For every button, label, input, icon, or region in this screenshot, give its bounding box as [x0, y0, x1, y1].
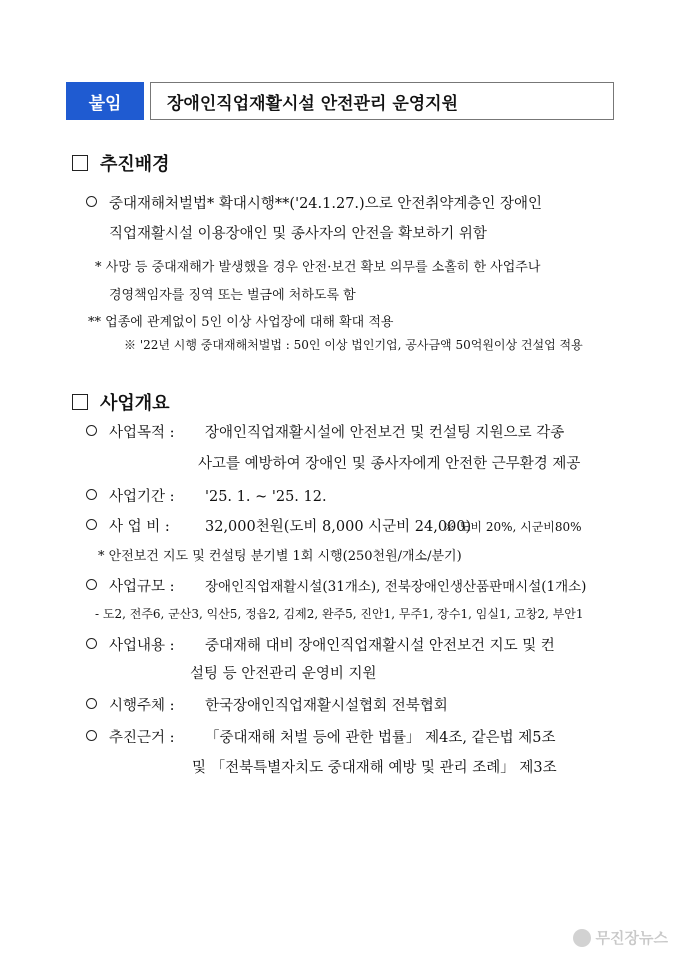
logo-icon [573, 929, 591, 947]
item-label: 사업규모 : [109, 579, 175, 595]
item-label: 사업내용 : [109, 638, 175, 654]
item-label: 추진근거 : [109, 730, 175, 746]
bullet-text: 중대재해처벌법* 확대시행**('24.1.27.)으로 안전취약계층인 장애인 [109, 196, 542, 212]
watermark [573, 927, 668, 948]
background-bullet-cont: 직업재활시설 이용장애인 및 종사자의 안전을 확보하기 위함 [109, 226, 487, 242]
item-label: 시행주체 : [109, 698, 175, 714]
circle-bullet-icon [86, 489, 97, 500]
item-label: 사 업 비 : [109, 519, 170, 535]
footnote-3: ※ '22년 시행 중대재해처벌법 : 50인 이상 법인기업, 공사금액 50억원이상 건설업 적용 [124, 338, 583, 352]
footnote-2: ** 업종에 관계없이 5인 이상 사업장에 대해 확대 적용 [88, 315, 394, 330]
budget-subnote: * 안전보건 지도 및 컨설팅 분기별 1회 시행(250천원/개소/분기) [98, 549, 462, 564]
item-basis [86, 726, 555, 747]
item-purpose [86, 421, 564, 442]
item-value: 장애인직업재활시설(31개소), 전북장애인생산품판매시설(1개소) [205, 579, 587, 595]
item-basis-cont: 및 「전북특별자치도 중대재해 예방 및 관리 조례」 제3조 [192, 760, 557, 776]
section-title: 사업개요 [100, 393, 170, 414]
item-purpose-cont: 사고를 예방하여 장애인 및 종사자에게 안전한 근무환경 제공 [198, 456, 581, 472]
budget-ratio-note: ※ 도비 20%, 시군비80% [443, 520, 582, 534]
square-bullet-icon [72, 394, 88, 410]
circle-bullet-icon [86, 638, 97, 649]
document-header [66, 82, 614, 120]
attachment-tag: 붙임 [66, 82, 144, 120]
item-value: '25. 1. ~ '25. 12. [205, 489, 327, 505]
circle-bullet-icon [86, 196, 97, 207]
section-heading-overview [72, 389, 170, 415]
circle-bullet-icon [86, 425, 97, 436]
document-title: 장애인직업재활시설 안전관리 운영지원 [150, 82, 614, 120]
section-heading-background [72, 150, 170, 176]
footnote-1-cont: 경영책임자를 징역 또는 벌금에 처하도록 함 [109, 288, 356, 303]
item-label: 사업목적 : [109, 425, 175, 441]
item-value: 32,000천원(도비 8,000 시군비 24,000) [205, 519, 472, 535]
item-value: 중대재해 대비 장애인직업재활시설 안전보건 지도 및 컨 [205, 638, 555, 654]
item-budget [86, 515, 471, 536]
item-organizer [86, 694, 448, 715]
item-period [86, 485, 327, 506]
square-bullet-icon [72, 155, 88, 171]
item-content-cont: 설팅 등 안전관리 운영비 지원 [190, 666, 377, 682]
item-content [86, 634, 555, 655]
watermark-text: 무진장뉴스 [595, 929, 668, 947]
circle-bullet-icon [86, 519, 97, 530]
item-scale [86, 575, 586, 596]
scale-subnote: - 도2, 전주6, 군산3, 익산5, 정읍2, 김제2, 완주5, 진안1, 무주1, 장수1, 임실1, 고창2, 부안1 [95, 607, 584, 621]
footnote-1: * 사망 등 중대재해가 발생했을 경우 안전·보건 확보 의무를 소홀히 한 사업주나 [95, 260, 541, 275]
circle-bullet-icon [86, 730, 97, 741]
background-bullet [86, 192, 542, 213]
item-value: 한국장애인직업재활시설협회 전북협회 [205, 698, 448, 714]
section-title: 추진배경 [100, 154, 170, 175]
circle-bullet-icon [86, 579, 97, 590]
item-value: 「중대재해 처벌 등에 관한 법률」 제4조, 같은법 제5조 [205, 730, 556, 746]
circle-bullet-icon [86, 698, 97, 709]
item-value: 장애인직업재활시설에 안전보건 및 컨설팅 지원으로 각종 [205, 425, 565, 441]
item-label: 사업기간 : [109, 489, 175, 505]
